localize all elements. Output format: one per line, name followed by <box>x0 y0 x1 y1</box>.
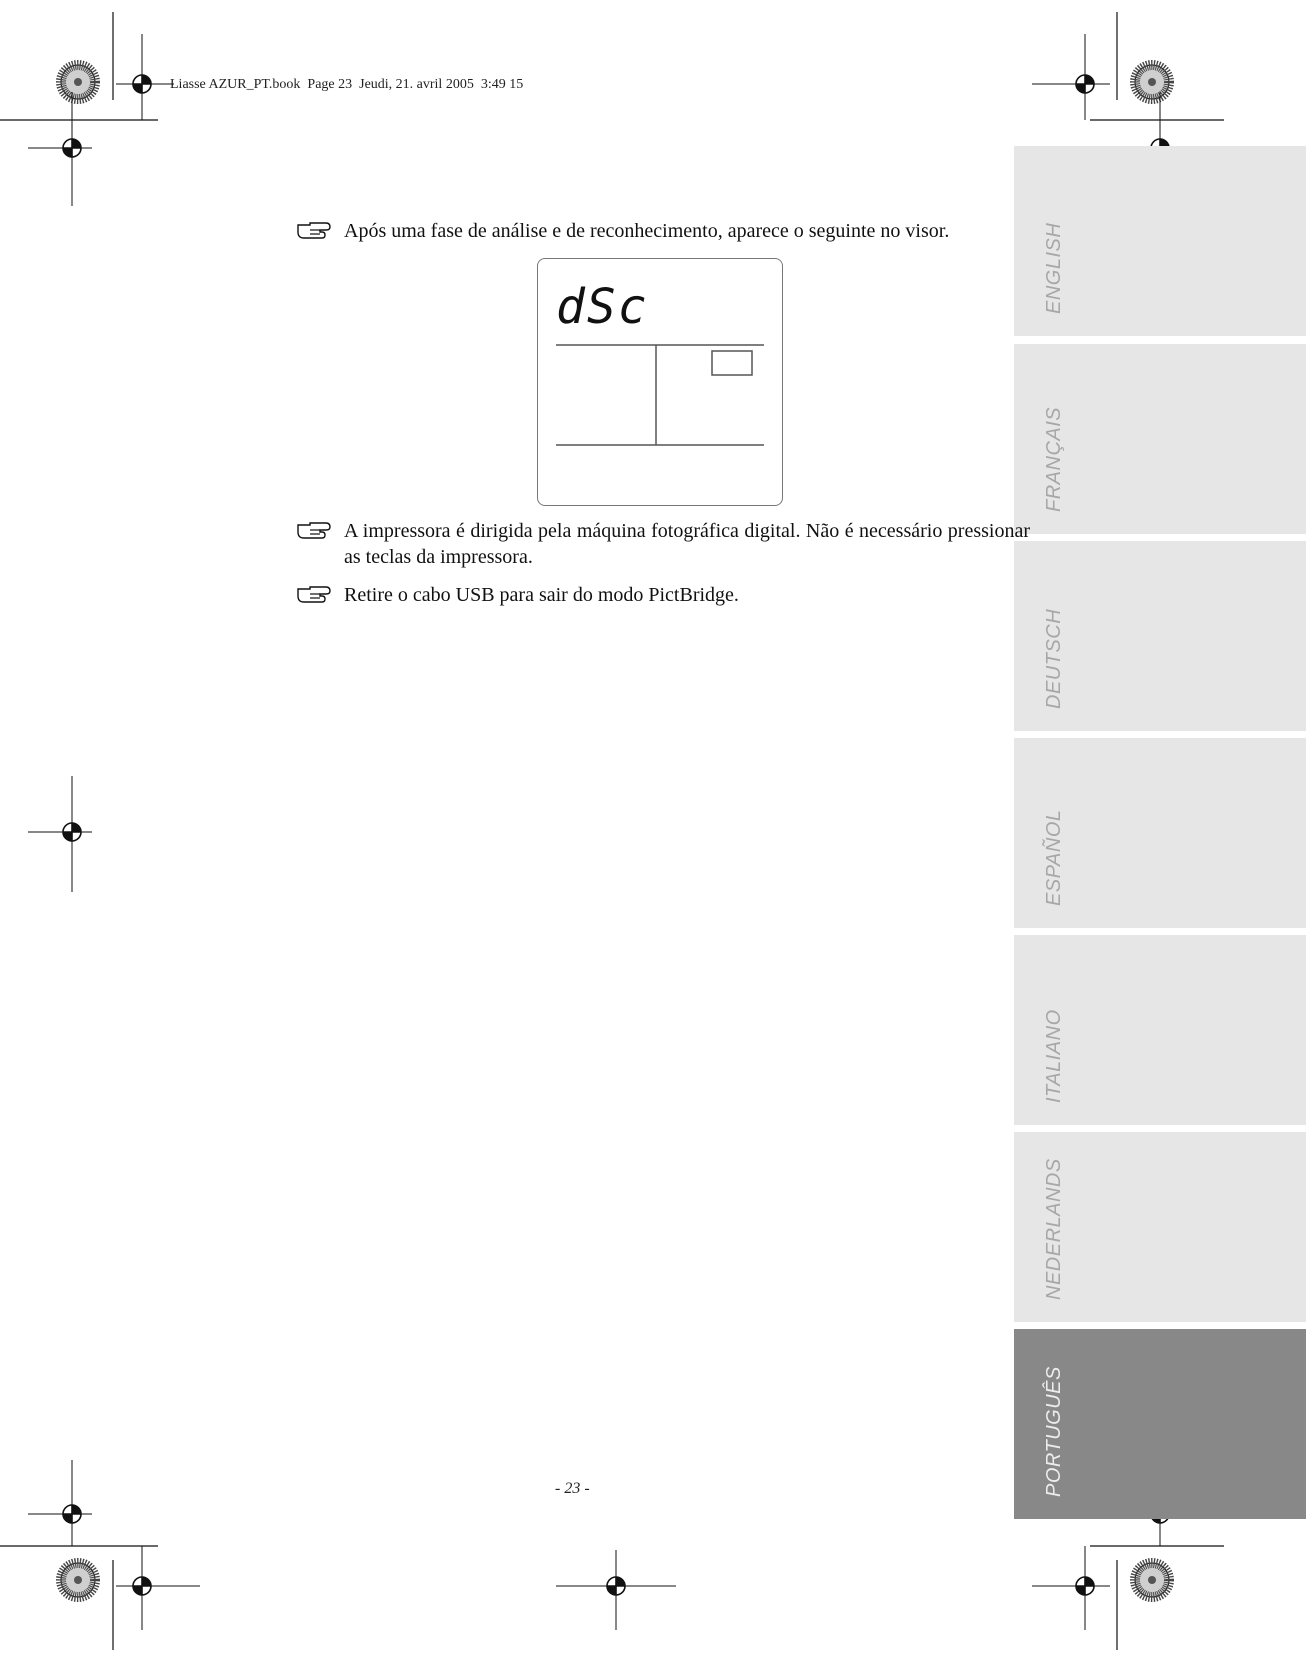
tab-portugues[interactable] <box>1014 1329 1306 1519</box>
tab-label: ENGLISH <box>1043 222 1065 314</box>
pointing-hand-icon <box>296 583 332 605</box>
tab-label: DEUTSCH <box>1043 608 1065 709</box>
color-target-icon <box>61 65 95 99</box>
registration-mark-icon <box>133 75 151 93</box>
book-file-info: Liasse AZUR_PT.book Page 23 Jeudi, 21. avril 2005 3:49 15 <box>170 77 524 92</box>
tab-label: PORTUGUÊS <box>1043 1366 1065 1497</box>
lcd-readout: dSc <box>556 279 649 335</box>
tab-label: FRANÇAIS <box>1043 406 1065 512</box>
main-content <box>296 218 1030 620</box>
tab-deutsch[interactable] <box>1014 541 1306 731</box>
list-item <box>296 218 1030 244</box>
bullet-text: A impressora é dirigida pela máquina fotográfica digital. Não é necessário pressionar as teclas da impressora. <box>344 520 1030 568</box>
tab-label: NEDERLANDS <box>1043 1158 1065 1300</box>
tab-label: ITALIANO <box>1043 1009 1065 1103</box>
bullet-text: Após uma fase de análise e de reconhecimento, aparece o seguinte no visor. <box>344 220 950 242</box>
bullet-text: Retire o cabo USB para sair do modo PictBridge. <box>344 584 739 606</box>
tab-nederlands[interactable] <box>1014 1132 1306 1322</box>
lcd-display <box>537 258 783 506</box>
pointing-hand-icon <box>296 219 332 241</box>
lcd-indicator-box <box>712 351 752 375</box>
tab-espanol[interactable] <box>1014 738 1306 928</box>
pointing-hand-icon <box>296 519 332 541</box>
list-item <box>296 518 1030 570</box>
tab-english[interactable] <box>1014 146 1306 336</box>
tab-francais[interactable] <box>1014 344 1306 534</box>
tab-label: ESPAÑOL <box>1043 809 1065 906</box>
tab-italiano[interactable] <box>1014 935 1306 1125</box>
page-number: - 23 - <box>555 1480 590 1497</box>
list-item <box>296 582 1030 608</box>
